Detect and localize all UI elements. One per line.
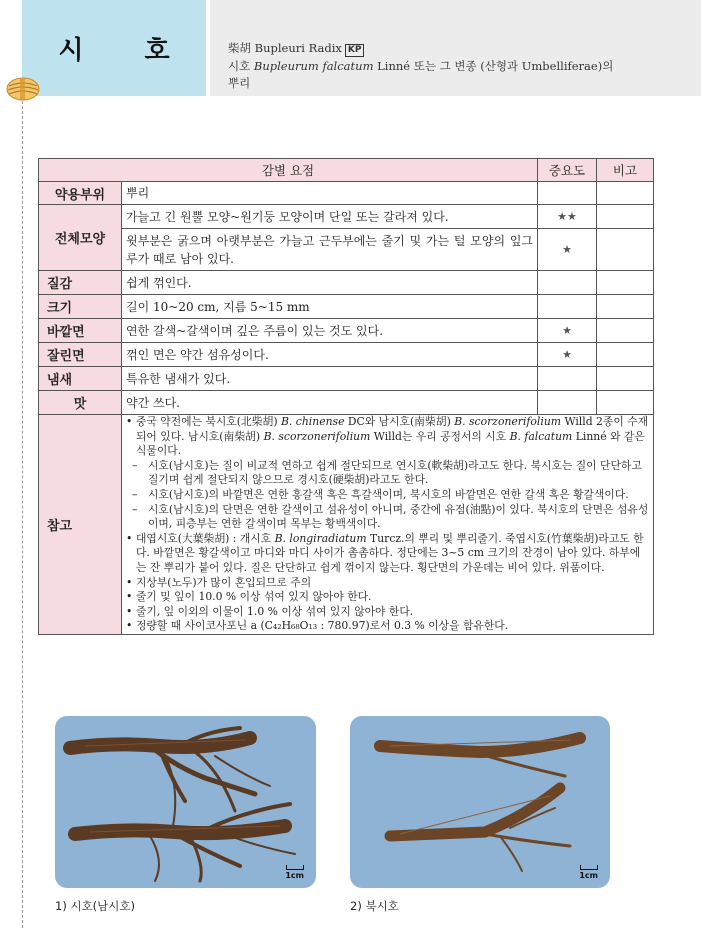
row-label: 바깥면 <box>39 319 122 343</box>
row-label: 약용부위 <box>39 182 122 205</box>
note-cell <box>597 391 654 415</box>
reference-row <box>39 415 654 635</box>
importance-stars <box>538 271 597 295</box>
importance-stars <box>538 391 597 415</box>
table-row <box>39 319 654 343</box>
row-label: 참고 <box>39 415 122 635</box>
note-cell <box>597 367 654 391</box>
note-cell <box>597 182 654 205</box>
list-item: – 시호(남시호)는 질이 비교적 연하고 쉽게 절단되므로 연시호(軟柴胡)라고도 한다. 북시호는 질이 단단하고 질기며 쉽게 절단되지 않으므로 경시호(硬柴胡)라고도 한다. <box>132 458 642 487</box>
table-row <box>39 271 654 295</box>
row-label: 전체모양 <box>39 205 122 271</box>
importance-stars <box>538 182 597 205</box>
header-line-1 <box>228 40 364 57</box>
table-header-row <box>39 159 654 182</box>
reference-notes <box>122 415 654 635</box>
note-cell <box>597 343 654 367</box>
header-note: 비고 <box>597 159 654 182</box>
photo-caption-1: 1) 시호(남시호) <box>55 899 135 913</box>
row-text: 가늘고 긴 원뿔 모양~원기둥 모양이며 단일 또는 갈라져 있다. <box>122 205 538 229</box>
table-row <box>39 229 654 271</box>
photo-caption-2: 2) 북시호 <box>350 899 399 913</box>
importance-stars <box>538 295 597 319</box>
importance-stars: ★★ <box>538 205 597 229</box>
scale-bar: 1cm <box>579 865 598 880</box>
row-label: 질감 <box>39 271 122 295</box>
header-importance: 중요도 <box>538 159 597 182</box>
photo-namsiho <box>55 716 316 888</box>
row-label: 맛 <box>39 391 122 415</box>
scale-bar: 1cm <box>285 865 304 880</box>
row-text: 꺾인 면은 약간 섬유성이다. <box>122 343 538 367</box>
table-row <box>39 367 654 391</box>
row-text: 길이 10~20 cm, 지름 5~15 mm <box>122 295 538 319</box>
row-label: 크기 <box>39 295 122 319</box>
importance-stars: ★ <box>538 229 597 271</box>
importance-stars <box>538 367 597 391</box>
root-specimen-illustration <box>55 716 316 888</box>
table-row <box>39 391 654 415</box>
list-item: – 시호(남시호)의 바깥면은 연한 홍갈색 혹은 흑갈색이며, 북시호의 바깥면은 연한 갈색 혹은 황갈색이다. <box>132 487 629 501</box>
note-cell <box>597 205 654 229</box>
row-text: 윗부분은 굵으며 아랫부분은 가늘고 근두부에는 줄기 및 가는 털 모양의 잎그루가 때로 남아 있다. <box>122 229 538 271</box>
note-cell <box>597 319 654 343</box>
list-item: • 줄기 및 잎이 10.0 % 이상 섞여 있지 않아야 한다. <box>126 590 372 604</box>
identification-table <box>38 158 654 635</box>
row-text: 약간 쓰다. <box>122 391 538 415</box>
list-item: • 중국 약전에는 북시호(北柴胡) B. chinense DC와 남시호(南柴胡) B. scorzonerifolium Willd 2종이 수재되어 있다. 남시호(南柴胡) B. scorzonerifolium Willd는 우리 공정서의 시호 B. falcatum Linné 와 같은 식물이다. <box>126 415 649 458</box>
scientific-name: Bupleurum falcatum <box>253 59 374 73</box>
list-item: • 줄기, 잎 이외의 이물이 1.0 % 이상 섞여 있지 않아야 한다. <box>126 604 414 618</box>
row-label: 냄새 <box>39 367 122 391</box>
header-criteria: 감별 요점 <box>39 159 538 182</box>
list-item: • 대엽시호(大葉柴胡) : 개시호 B. longiradiatum Turcz.의 뿌리 및 뿌리줄기. 죽엽시호(竹葉柴胡)라고도 한다. 바깥면은 황갈색이고 마디와 마디 사이가 촘촘하다. 정단에는 3~5 cm 크기의 잔경이 남아 있다. 하부에는 잔 뿌리가 붙어 있다. 질은 단단하고 쉽게 꺾이지 않는다. 횡단면의 가운데는 비어 있다. 위품이다. <box>126 531 644 574</box>
row-text: 뿌리 <box>122 182 538 205</box>
list-item: • 지상부(노두)가 많이 혼입되므로 주의 <box>126 575 312 589</box>
row-label: 잘린면 <box>39 343 122 367</box>
row-text: 쉽게 꺾인다. <box>122 271 538 295</box>
note-cell <box>597 229 654 271</box>
page-title: 시 호 <box>58 35 196 66</box>
header-line-2: 시호 Bupleurum falcatum Linné 또는 그 변종 (산형과 Umbelliferae)의 <box>228 59 614 73</box>
list-item: • 정량할 때 사이코사포닌 a (C₄₂H₆₈O₁₃ : 780.97)로서 0.3 % 이상을 함유한다. <box>126 619 509 633</box>
importance-stars: ★ <box>538 343 597 367</box>
header-line-3: 뿌리 <box>228 76 251 90</box>
table-row <box>39 343 654 367</box>
table-row <box>39 182 654 205</box>
herb-bundle-icon <box>4 74 42 104</box>
importance-stars: ★ <box>538 319 597 343</box>
table-row <box>39 205 654 229</box>
root-specimen-illustration <box>350 716 610 888</box>
row-text: 특유한 냄새가 있다. <box>122 367 538 391</box>
margin-dashed-line <box>22 96 23 928</box>
row-text: 연한 갈색~갈색이며 깊은 주름이 있는 것도 있다. <box>122 319 538 343</box>
table-row <box>39 295 654 319</box>
note-cell <box>597 271 654 295</box>
list-item: – 시호(남시호)의 단면은 연한 갈색이고 섬유성이 아니며, 중간에 유점(油點)이 있다. 북시호의 단면은 섬유성이며, 피층부는 연한 갈색이며 목부는 황백색이다. <box>132 502 649 531</box>
note-cell <box>597 295 654 319</box>
latin-name: 柴胡 Bupleuri Radix <box>228 41 342 55</box>
photo-buksiho <box>350 716 610 888</box>
kp-badge: KP <box>345 44 365 57</box>
